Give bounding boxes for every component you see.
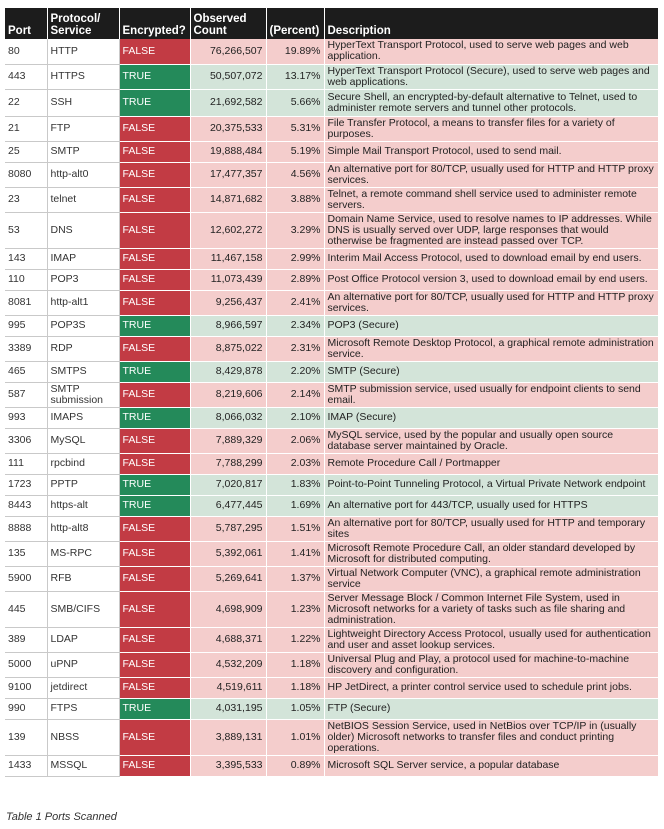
table-cell-port: 111 bbox=[5, 453, 47, 474]
table-cell-description: SMTP submission service, used usually for endpoint clients to send email. bbox=[324, 382, 658, 407]
table-cell-service: https-alt bbox=[47, 495, 119, 516]
table-cell-description: Interim Mail Access Protocol, used to download email by end users. bbox=[324, 248, 658, 269]
table-cell-encrypted: TRUE bbox=[119, 315, 190, 336]
table-cell-percent: 5.19% bbox=[266, 141, 324, 162]
table-cell-service: SMB/CIFS bbox=[47, 591, 119, 627]
table-cell-service: HTTPS bbox=[47, 64, 119, 89]
table-cell-service: SSH bbox=[47, 89, 119, 116]
table-cell-service: SMTPS bbox=[47, 361, 119, 382]
table-cell-port: 3389 bbox=[5, 336, 47, 361]
table-cell-percent: 1.18% bbox=[266, 652, 324, 677]
table-cell-description: File Transfer Protocol, a means to transfer files for a variety of purposes. bbox=[324, 116, 658, 141]
table-cell-count: 76,266,507 bbox=[190, 39, 266, 64]
table-cell-percent: 2.99% bbox=[266, 248, 324, 269]
table-cell-count: 8,429,878 bbox=[190, 361, 266, 382]
table-cell-description: An alternative port for 80/TCP, usually used for HTTP and HTTP proxy services. bbox=[324, 162, 658, 187]
table-row bbox=[5, 719, 658, 755]
table-cell-count: 5,787,295 bbox=[190, 516, 266, 541]
table-cell-description: Post Office Protocol version 3, used to download email by end users. bbox=[324, 269, 658, 290]
table-cell-percent: 1.01% bbox=[266, 719, 324, 755]
table-cell-encrypted: FALSE bbox=[119, 566, 190, 591]
table-cell-port: 9100 bbox=[5, 677, 47, 698]
table-cell-percent: 1.51% bbox=[266, 516, 324, 541]
table-cell-port: 143 bbox=[5, 248, 47, 269]
table-cell-port: 21 bbox=[5, 116, 47, 141]
header-encrypted: Encrypted? bbox=[119, 8, 190, 39]
table-cell-description: Domain Name Service, used to resolve names to IP addresses. While DNS is usually served over UDP, large responses that would otherwise be fragmented are instead passed over TCP. bbox=[324, 212, 658, 248]
table-cell-service: MySQL bbox=[47, 428, 119, 453]
table-cell-encrypted: TRUE bbox=[119, 89, 190, 116]
table-cell-encrypted: FALSE bbox=[119, 116, 190, 141]
table-cell-service: rpcbind bbox=[47, 453, 119, 474]
table-row bbox=[5, 677, 658, 698]
table-row bbox=[5, 407, 658, 428]
table-row bbox=[5, 336, 658, 361]
table-cell-encrypted: FALSE bbox=[119, 719, 190, 755]
table-cell-count: 4,532,209 bbox=[190, 652, 266, 677]
table-cell-count: 7,020,817 bbox=[190, 474, 266, 495]
table-cell-port: 22 bbox=[5, 89, 47, 116]
table-cell-port: 465 bbox=[5, 361, 47, 382]
table-row bbox=[5, 162, 658, 187]
table-cell-description: Microsoft Remote Procedure Call, an older standard developed by Microsoft for distributed computing. bbox=[324, 541, 658, 566]
table-cell-percent: 3.88% bbox=[266, 187, 324, 212]
table-row bbox=[5, 541, 658, 566]
table-cell-description: MySQL service, used by the popular and usually open source database server maintained by Oracle. bbox=[324, 428, 658, 453]
table-cell-port: 110 bbox=[5, 269, 47, 290]
table-cell-service: RFB bbox=[47, 566, 119, 591]
table-row bbox=[5, 248, 658, 269]
table-cell-percent: 2.14% bbox=[266, 382, 324, 407]
table-cell-encrypted: FALSE bbox=[119, 453, 190, 474]
table-row bbox=[5, 64, 658, 89]
table-cell-service: NBSS bbox=[47, 719, 119, 755]
table-cell-encrypted: FALSE bbox=[119, 516, 190, 541]
table-cell-percent: 2.31% bbox=[266, 336, 324, 361]
table-row bbox=[5, 495, 658, 516]
header-port: Port bbox=[5, 8, 47, 39]
table-row bbox=[5, 591, 658, 627]
table-cell-service: MSSQL bbox=[47, 755, 119, 776]
table-row bbox=[5, 269, 658, 290]
table-cell-service: POP3S bbox=[47, 315, 119, 336]
table-cell-service: IMAPS bbox=[47, 407, 119, 428]
table-cell-percent: 1.05% bbox=[266, 698, 324, 719]
table-cell-percent: 4.56% bbox=[266, 162, 324, 187]
table-cell-percent: 2.06% bbox=[266, 428, 324, 453]
table-cell-service: PPTP bbox=[47, 474, 119, 495]
table-cell-percent: 2.03% bbox=[266, 453, 324, 474]
table-cell-encrypted: FALSE bbox=[119, 382, 190, 407]
table-cell-count: 5,269,641 bbox=[190, 566, 266, 591]
table-cell-service: uPNP bbox=[47, 652, 119, 677]
table-cell-service: IMAP bbox=[47, 248, 119, 269]
table-cell-description: Lightweight Directory Access Protocol, usually used for authentication and user and asset lookup services. bbox=[324, 627, 658, 652]
table-cell-port: 8080 bbox=[5, 162, 47, 187]
table-cell-count: 8,066,032 bbox=[190, 407, 266, 428]
table-cell-description: Microsoft Remote Desktop Protocol, a graphical remote administration service. bbox=[324, 336, 658, 361]
table-cell-service: jetdirect bbox=[47, 677, 119, 698]
table-cell-port: 8888 bbox=[5, 516, 47, 541]
table-cell-count: 4,031,195 bbox=[190, 698, 266, 719]
table-cell-encrypted: TRUE bbox=[119, 698, 190, 719]
table-cell-count: 21,692,582 bbox=[190, 89, 266, 116]
table-cell-count: 5,392,061 bbox=[190, 541, 266, 566]
header-description: Description bbox=[324, 8, 658, 39]
table-cell-encrypted: FALSE bbox=[119, 269, 190, 290]
table-cell-service: telnet bbox=[47, 187, 119, 212]
table-cell-count: 8,966,597 bbox=[190, 315, 266, 336]
table-cell-encrypted: FALSE bbox=[119, 677, 190, 698]
table-cell-port: 53 bbox=[5, 212, 47, 248]
table-cell-count: 7,788,299 bbox=[190, 453, 266, 474]
table-cell-encrypted: FALSE bbox=[119, 248, 190, 269]
table-cell-percent: 2.34% bbox=[266, 315, 324, 336]
table-row bbox=[5, 428, 658, 453]
table-cell-port: 139 bbox=[5, 719, 47, 755]
table-cell-description: HP JetDirect, a printer control service used to schedule print jobs. bbox=[324, 677, 658, 698]
table-caption: Table 1 Ports Scanned bbox=[6, 811, 117, 823]
table-row bbox=[5, 755, 658, 776]
table-cell-description: An alternative port for 80/TCP, usually used for HTTP and temporary sites bbox=[324, 516, 658, 541]
table-row bbox=[5, 361, 658, 382]
table-cell-service: MS-RPC bbox=[47, 541, 119, 566]
table-cell-count: 12,602,272 bbox=[190, 212, 266, 248]
table-cell-port: 8443 bbox=[5, 495, 47, 516]
table-body bbox=[5, 39, 658, 776]
table-row bbox=[5, 315, 658, 336]
table-cell-description: An alternative port for 443/TCP, usually used for HTTPS bbox=[324, 495, 658, 516]
table-cell-description: Point-to-Point Tunneling Protocol, a Virtual Private Network endpoint bbox=[324, 474, 658, 495]
table-cell-service: RDP bbox=[47, 336, 119, 361]
table-cell-encrypted: FALSE bbox=[119, 141, 190, 162]
table-row bbox=[5, 39, 658, 64]
table-cell-encrypted: TRUE bbox=[119, 495, 190, 516]
table-row bbox=[5, 698, 658, 719]
table-row bbox=[5, 187, 658, 212]
table-cell-description: An alternative port for 80/TCP, usually used for HTTP and HTTP proxy services. bbox=[324, 290, 658, 315]
table-cell-count: 6,477,445 bbox=[190, 495, 266, 516]
table-cell-encrypted: FALSE bbox=[119, 162, 190, 187]
table-cell-count: 4,698,909 bbox=[190, 591, 266, 627]
table-cell-description: HyperText Transport Protocol, used to serve web pages and web application. bbox=[324, 39, 658, 64]
table-cell-encrypted: FALSE bbox=[119, 290, 190, 315]
table-cell-count: 17,477,357 bbox=[190, 162, 266, 187]
table-cell-port: 993 bbox=[5, 407, 47, 428]
table-cell-count: 4,688,371 bbox=[190, 627, 266, 652]
table-cell-encrypted: FALSE bbox=[119, 627, 190, 652]
table-row bbox=[5, 516, 658, 541]
table-cell-percent: 5.66% bbox=[266, 89, 324, 116]
table-row bbox=[5, 652, 658, 677]
table-cell-percent: 19.89% bbox=[266, 39, 324, 64]
table-cell-encrypted: TRUE bbox=[119, 407, 190, 428]
table-cell-percent: 1.23% bbox=[266, 591, 324, 627]
table-cell-port: 990 bbox=[5, 698, 47, 719]
table-cell-port: 3306 bbox=[5, 428, 47, 453]
table-cell-description: NetBIOS Session Service, used in NetBios over TCP/IP in (usually older) Microsoft networks to transfer files and conduct printing operations. bbox=[324, 719, 658, 755]
ports-table bbox=[5, 8, 658, 777]
header-percent: (Percent) bbox=[266, 8, 324, 39]
table-cell-encrypted: FALSE bbox=[119, 212, 190, 248]
table-cell-description: FTP (Secure) bbox=[324, 698, 658, 719]
table-cell-percent: 5.31% bbox=[266, 116, 324, 141]
table-cell-port: 23 bbox=[5, 187, 47, 212]
table-cell-port: 8081 bbox=[5, 290, 47, 315]
table-row bbox=[5, 116, 658, 141]
table-cell-percent: 2.89% bbox=[266, 269, 324, 290]
table-row bbox=[5, 566, 658, 591]
table-cell-service: HTTP bbox=[47, 39, 119, 64]
table-cell-port: 5900 bbox=[5, 566, 47, 591]
table-cell-encrypted: TRUE bbox=[119, 474, 190, 495]
table-cell-service: SMTP submission bbox=[47, 382, 119, 407]
table-cell-description: POP3 (Secure) bbox=[324, 315, 658, 336]
table-cell-count: 9,256,437 bbox=[190, 290, 266, 315]
table-cell-count: 8,219,606 bbox=[190, 382, 266, 407]
table-cell-percent: 2.41% bbox=[266, 290, 324, 315]
table-cell-count: 19,888,484 bbox=[190, 141, 266, 162]
table-cell-service: http-alt8 bbox=[47, 516, 119, 541]
table-cell-count: 8,875,022 bbox=[190, 336, 266, 361]
table-cell-description: Universal Plug and Play, a protocol used for machine-to-machine discovery and configuration. bbox=[324, 652, 658, 677]
table-cell-percent: 13.17% bbox=[266, 64, 324, 89]
table-cell-port: 995 bbox=[5, 315, 47, 336]
table-cell-encrypted: FALSE bbox=[119, 541, 190, 566]
table-cell-port: 1433 bbox=[5, 755, 47, 776]
table-cell-encrypted: FALSE bbox=[119, 39, 190, 64]
table-cell-service: LDAP bbox=[47, 627, 119, 652]
table-cell-port: 25 bbox=[5, 141, 47, 162]
table-cell-description: Virtual Network Computer (VNC), a graphical remote administration service bbox=[324, 566, 658, 591]
table-cell-service: FTP bbox=[47, 116, 119, 141]
table-cell-count: 3,395,533 bbox=[190, 755, 266, 776]
table-cell-port: 80 bbox=[5, 39, 47, 64]
table-cell-percent: 1.41% bbox=[266, 541, 324, 566]
table-cell-count: 3,889,131 bbox=[190, 719, 266, 755]
header-count: Observed Count bbox=[190, 8, 266, 39]
table-row bbox=[5, 290, 658, 315]
table-cell-percent: 1.37% bbox=[266, 566, 324, 591]
table-cell-port: 587 bbox=[5, 382, 47, 407]
table-cell-count: 50,507,072 bbox=[190, 64, 266, 89]
table-cell-service: DNS bbox=[47, 212, 119, 248]
table-cell-encrypted: FALSE bbox=[119, 336, 190, 361]
table-cell-count: 7,889,329 bbox=[190, 428, 266, 453]
table-cell-description: HyperText Transport Protocol (Secure), used to serve web pages and web applications. bbox=[324, 64, 658, 89]
table-cell-description: SMTP (Secure) bbox=[324, 361, 658, 382]
header-service: Protocol/ Service bbox=[47, 8, 119, 39]
table-cell-port: 5000 bbox=[5, 652, 47, 677]
table-cell-port: 445 bbox=[5, 591, 47, 627]
table-cell-percent: 1.69% bbox=[266, 495, 324, 516]
table-cell-encrypted: TRUE bbox=[119, 361, 190, 382]
table-header-row bbox=[5, 8, 658, 39]
table-row bbox=[5, 89, 658, 116]
table-row bbox=[5, 141, 658, 162]
table-row bbox=[5, 627, 658, 652]
table-cell-service: FTPS bbox=[47, 698, 119, 719]
table-cell-description: Simple Mail Transport Protocol, used to send mail. bbox=[324, 141, 658, 162]
table-cell-count: 4,519,611 bbox=[190, 677, 266, 698]
table-cell-encrypted: FALSE bbox=[119, 591, 190, 627]
table-cell-description: Secure Shell, an encrypted-by-default alternative to Telnet, used to administer remote servers and tunnel other protocols. bbox=[324, 89, 658, 116]
table-cell-count: 11,467,158 bbox=[190, 248, 266, 269]
table-cell-description: Server Message Block / Common Internet File System, used in Microsoft networks for a variety of tasks such as file sharing and administration. bbox=[324, 591, 658, 627]
table-cell-percent: 1.83% bbox=[266, 474, 324, 495]
table-row bbox=[5, 453, 658, 474]
table-cell-encrypted: FALSE bbox=[119, 652, 190, 677]
table-cell-port: 135 bbox=[5, 541, 47, 566]
table-cell-port: 443 bbox=[5, 64, 47, 89]
table-cell-encrypted: FALSE bbox=[119, 187, 190, 212]
table-cell-description: Remote Procedure Call / Portmapper bbox=[324, 453, 658, 474]
table-cell-service: http-alt1 bbox=[47, 290, 119, 315]
table-cell-percent: 0.89% bbox=[266, 755, 324, 776]
table-cell-description: IMAP (Secure) bbox=[324, 407, 658, 428]
table-cell-percent: 3.29% bbox=[266, 212, 324, 248]
table-cell-port: 1723 bbox=[5, 474, 47, 495]
table-cell-percent: 2.20% bbox=[266, 361, 324, 382]
table-cell-port: 389 bbox=[5, 627, 47, 652]
table-cell-count: 20,375,533 bbox=[190, 116, 266, 141]
table-cell-description: Microsoft SQL Server service, a popular database bbox=[324, 755, 658, 776]
table-cell-percent: 1.18% bbox=[266, 677, 324, 698]
table-cell-encrypted: TRUE bbox=[119, 64, 190, 89]
table-cell-service: POP3 bbox=[47, 269, 119, 290]
table-row bbox=[5, 382, 658, 407]
table-row bbox=[5, 474, 658, 495]
table-cell-percent: 1.22% bbox=[266, 627, 324, 652]
table-cell-count: 11,073,439 bbox=[190, 269, 266, 290]
table-cell-description: Telnet, a remote command shell service used to administer remote servers. bbox=[324, 187, 658, 212]
table-row bbox=[5, 212, 658, 248]
table-cell-percent: 2.10% bbox=[266, 407, 324, 428]
table-cell-service: http-alt0 bbox=[47, 162, 119, 187]
table-cell-service: SMTP bbox=[47, 141, 119, 162]
table-cell-encrypted: FALSE bbox=[119, 428, 190, 453]
table-cell-encrypted: FALSE bbox=[119, 755, 190, 776]
table-cell-count: 14,871,682 bbox=[190, 187, 266, 212]
